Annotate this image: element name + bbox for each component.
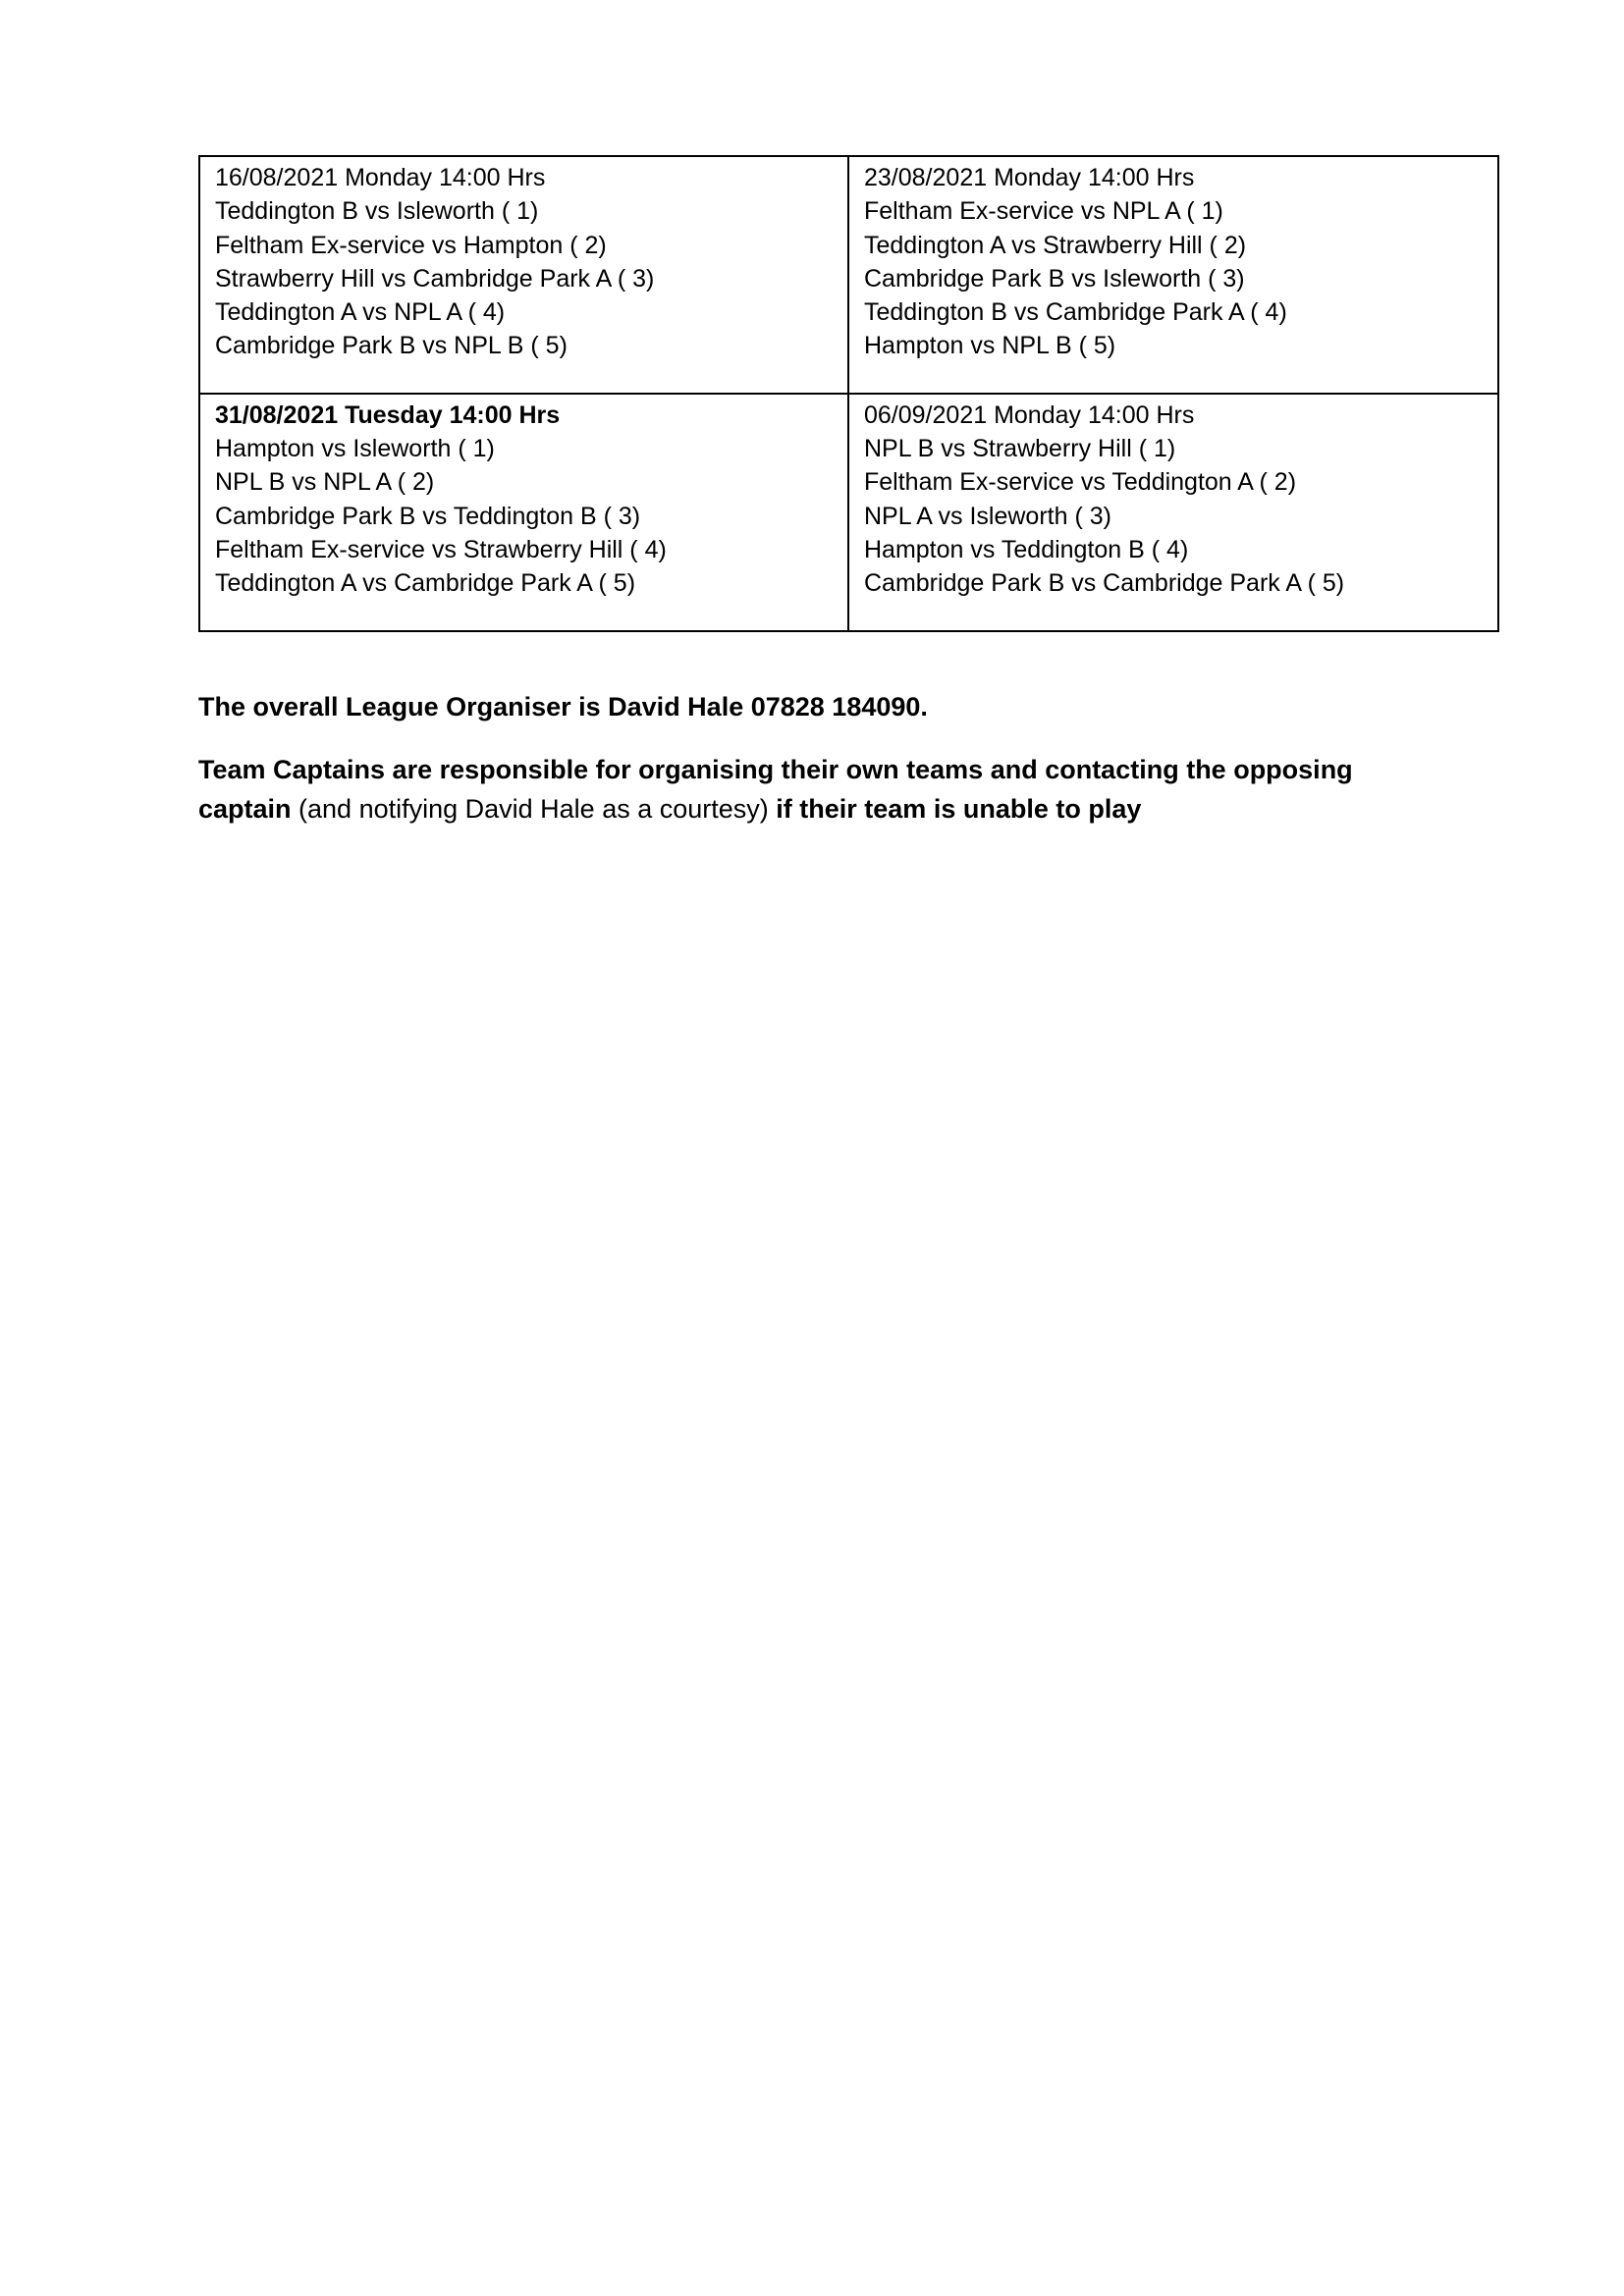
organiser-note: The overall League Organiser is David Hale 07828 184090.: [198, 692, 928, 721]
fixture-match: Feltham Ex-service vs Strawberry Hill ( 4): [215, 535, 667, 563]
fixture-match: Cambridge Park B vs Cambridge Park A ( 5): [864, 569, 1345, 598]
fixture-date: 31/08/2021 Tuesday 14:00 Hrs: [215, 400, 561, 429]
fixture-match: NPL A vs Isleworth ( 3): [864, 502, 1111, 530]
fixture-cell: [848, 394, 1498, 631]
fixture-date: 06/09/2021 Monday 14:00 Hrs: [864, 400, 1195, 429]
fixture-match: Feltham Ex-service vs Teddington A ( 2): [864, 468, 1297, 497]
fixture-match: Feltham Ex-service vs NPL A ( 1): [864, 197, 1223, 226]
fixture-match: NPL B vs NPL A ( 2): [215, 468, 435, 497]
fixture-cell: [199, 156, 848, 394]
fixtures-table: [198, 155, 1499, 632]
fixture-match: Hampton vs Teddington B ( 4): [864, 535, 1189, 563]
fixture-match: NPL B vs Strawberry Hill ( 1): [864, 435, 1176, 463]
fixture-match: Cambridge Park B vs NPL B ( 5): [215, 332, 568, 360]
captains-note-bold-start: Team Captains are responsible for organising their own teams and contacting the opposing captain: [198, 755, 1353, 824]
fixture-match: Teddington A vs Cambridge Park A ( 5): [215, 569, 636, 598]
fixture-cell: [199, 394, 848, 631]
fixture-date: 23/08/2021 Monday 14:00 Hrs: [864, 164, 1195, 191]
captains-note-bold-end: if their team is unable to play: [776, 794, 1142, 824]
fixture-cell: [848, 156, 1498, 394]
fixture-date: 16/08/2021 Monday 14:00 Hrs: [215, 164, 546, 191]
notes-section: [198, 687, 1436, 828]
captains-note-courtesy: (and notifying David Hale as a courtesy): [291, 794, 777, 824]
fixture-match: Teddington B vs Isleworth ( 1): [215, 197, 539, 226]
fixture-match: Teddington A vs Strawberry Hill ( 2): [864, 231, 1247, 259]
fixtures-row: [199, 394, 1498, 631]
fixture-match: Teddington B vs Cambridge Park A ( 4): [864, 298, 1287, 327]
fixture-match: Feltham Ex-service vs Hampton ( 2): [215, 231, 607, 259]
fixture-match: Hampton vs Isleworth ( 1): [215, 435, 495, 463]
fixture-match: Teddington A vs NPL A ( 4): [215, 298, 506, 327]
fixture-match: Strawberry Hill vs Cambridge Park A ( 3): [215, 264, 655, 293]
captains-note: [198, 750, 1436, 828]
fixture-match: Hampton vs NPL B ( 5): [864, 332, 1116, 360]
fixture-match: Cambridge Park B vs Teddington B ( 3): [215, 502, 641, 530]
fixture-match: Cambridge Park B vs Isleworth ( 3): [864, 264, 1245, 293]
fixtures-row: [199, 156, 1498, 394]
